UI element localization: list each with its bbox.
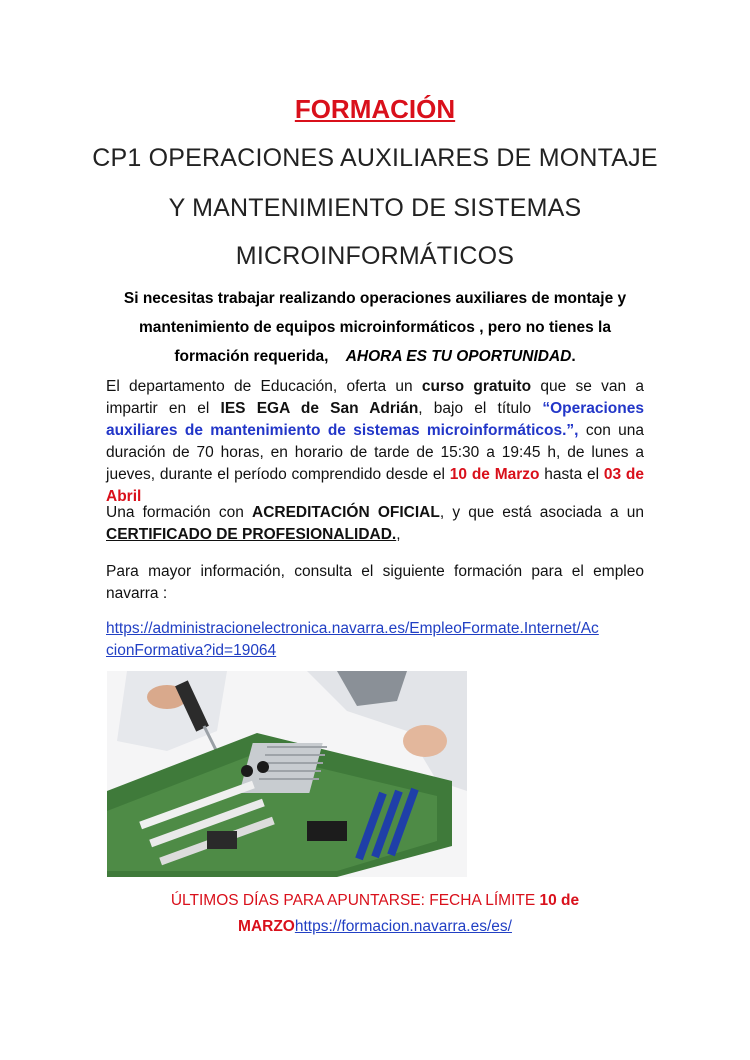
intro-line-3: [100, 342, 650, 372]
certificate-text: CERTIFICADO DE PROFESIONALIDAD.: [106, 526, 397, 543]
accred-text-2: , y que está asociada a un: [439, 504, 644, 521]
deadline-notice: [100, 888, 650, 940]
deadline-text: ÚLTIMOS DÍAS PARA APUNTARSE: FECHA LÍMITE: [170, 892, 540, 909]
accreditation-paragraph: [106, 502, 644, 546]
course-link-part-1[interactable]: https://administracionelectronica.navarra.es/EmpleoFormate.Internet/Ac: [106, 620, 599, 637]
course-link-part-2[interactable]: cionFormativa?id=19064: [106, 642, 277, 659]
intro-period: .: [571, 348, 576, 365]
opportunity-text: AHORA ES TU OPORTUNIDAD: [345, 348, 572, 365]
official-accreditation: ACREDITACIÓN OFICIAL: [252, 504, 440, 521]
course-description: [106, 376, 644, 508]
accred-text-1: Una formación con: [106, 504, 252, 521]
intro-required-text: formación requerida,: [174, 348, 329, 365]
more-info-paragraph: Para mayor información, consulta el siguiente formación para el empleo navarra :: [106, 563, 644, 602]
end-date: 03 de Abril: [106, 466, 644, 505]
start-date: 10 de Marzo: [449, 466, 540, 483]
registration-link[interactable]: https://formacion.navarra.es/es/: [294, 918, 512, 935]
desc-text-5: hasta el: [539, 466, 604, 483]
school-name: IES EGA de San Adrián: [220, 400, 419, 417]
technician-motherboard-photo: [107, 671, 467, 877]
course-title-line-3: MICROINFORMÁTICOS: [235, 242, 515, 270]
intro-line-1: Si necesitas trabajar realizando operaciones auxiliares de montaje y: [123, 290, 627, 307]
course-name: “Operaciones auxiliares de mantenimiento de sistemas microinformáticos.”,: [106, 400, 644, 439]
deadline-day: 10 de: [539, 892, 580, 909]
accred-comma: ,: [396, 526, 401, 543]
course-link[interactable]: [106, 618, 644, 662]
desc-text-3: , bajo el título: [418, 400, 543, 417]
course-title-line-2: Y MANTENIMIENTO DE SISTEMAS: [168, 194, 582, 222]
intro-line-2: mantenimiento de equipos microinformáticos , pero no tienes la: [139, 319, 611, 336]
page-heading: FORMACIÓN: [294, 94, 456, 124]
desc-text-4: con una duración de 70 horas, en horario de tarde de 15:30 a 19:45 h, de lunes a jueves, durante el período comprendido desde el: [106, 422, 645, 483]
deadline-month: MARZO: [238, 918, 295, 935]
free-course-text: curso gratuito: [421, 378, 532, 395]
course-title-line-1: CP1 OPERACIONES AUXILIARES DE MONTAJE: [92, 144, 658, 172]
desc-text-1: El departamento de Educación, oferta un: [106, 378, 422, 395]
desc-text-2: que se van a impartir en el: [106, 378, 645, 417]
